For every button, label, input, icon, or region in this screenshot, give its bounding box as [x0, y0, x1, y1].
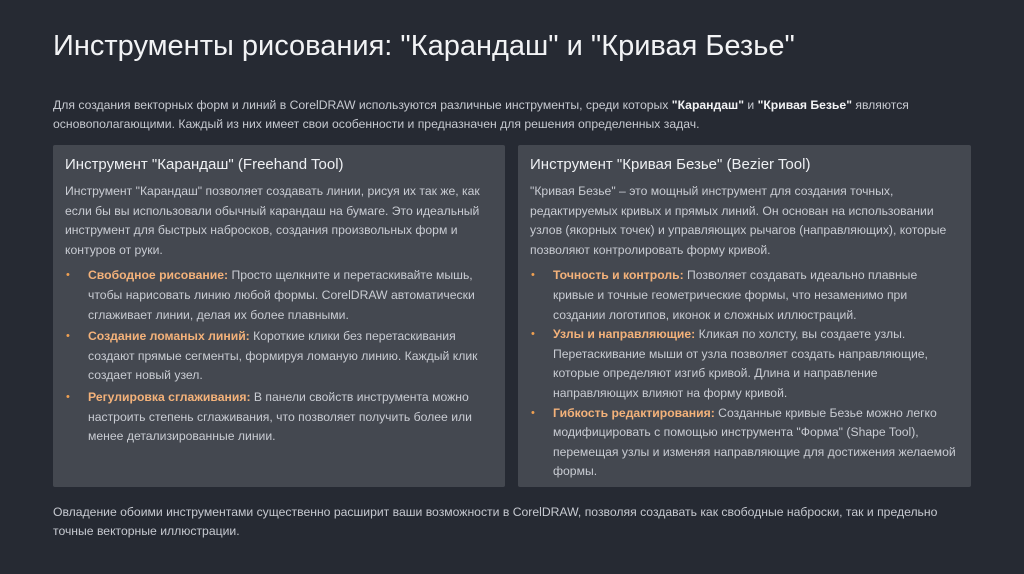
- bullet-icon: •: [531, 269, 535, 282]
- item-label: Свободное рисование:: [88, 268, 229, 283]
- item-label: Регулировка сглаживания:: [88, 389, 251, 404]
- feature-list: [530, 266, 959, 482]
- intro-bold-bezier: "Кривая Безье": [757, 98, 852, 112]
- outro-paragraph: Овладение обоими инструментами существенно расширит ваши возможности в CorelDRAW, позволяя создавать как свободные наброски, так и предельно точные векторные иллюстрации.: [53, 505, 938, 538]
- item-label: Точность и контроль:: [553, 268, 684, 283]
- bullet-icon: •: [531, 328, 535, 341]
- intro-text-3: являются основополагающими. Каждый из них имеет свои особенности и предназначен для решения определенных задач.: [53, 98, 909, 131]
- item-text: Позволяет создавать идеально плавные кривые и точные геометрические формы, что незаменимо при создании логотипов, иконок и сложных иллюстраций.: [553, 268, 918, 322]
- bullet-icon: •: [531, 406, 535, 419]
- bullet-icon: •: [66, 330, 70, 343]
- item-text: Просто щелкните и перетаскивайте мышь, чтобы нарисовать линию любой формы. CorelDRAW автоматически сглаживает линии, делая их более плавными.: [88, 268, 475, 322]
- item-text: Созданные кривые Безье можно легко модифицировать с помощью инструмента "Форма" (Shape Tool), перемещая узлы и изменяя направляющие для достижения желаемой формы.: [553, 405, 956, 479]
- bullet-icon: •: [66, 269, 70, 282]
- list-item: [530, 266, 959, 325]
- page-title: Инструменты рисования: "Карандаш" и "Кривая Безье": [53, 30, 795, 62]
- intro-bold-pencil: "Карандаш": [671, 98, 744, 112]
- intro-text-1: Для создания векторных форм и линий в CorelDRAW используются различные инструменты, среди которых: [53, 98, 672, 112]
- list-item: [65, 266, 493, 325]
- card-description: "Кривая Безье" – это мощный инструмент для создания точных, редактируемых кривых и прямых линий. Он основан на использовании узлов (якорных точек) и управляющих рычагов (направляющих), которые позволяют контролировать форму кривой.: [530, 184, 947, 257]
- card-title: Инструмент "Карандаш" (Freehand Tool): [65, 156, 344, 173]
- feature-list: [65, 266, 493, 446]
- item-text: Кликая по холсту, вы создаете узлы. Перетаскивание мыши от узла позволяет создать направляющие, которые определяют изгиб кривой. Длина и направление направляющих влияют на форму кривой.: [553, 327, 928, 400]
- list-item: [65, 388, 493, 447]
- card-bezier-tool: [518, 145, 971, 487]
- intro-paragraph: [53, 96, 953, 134]
- bullet-icon: •: [66, 390, 70, 403]
- card-title: Инструмент "Кривая Безье" (Bezier Tool): [530, 156, 811, 173]
- intro-text-2: и: [743, 98, 758, 112]
- card-description: Инструмент "Карандаш" позволяет создавать линии, рисуя их так же, как если бы вы использовали обычный карандаш на бумаге. Это идеальный инструмент для быстрых набросков, создания произвольных форм и контуров от руки.: [65, 184, 480, 257]
- item-label: Узлы и направляющие:: [553, 327, 696, 342]
- list-item: [65, 327, 493, 386]
- card-freehand-tool: [53, 145, 505, 487]
- item-label: Гибкость редактирования:: [553, 405, 715, 420]
- item-label: Создание ломаных линий:: [88, 329, 250, 344]
- item-text: Короткие клики без перетаскивания создают прямые сегменты, формируя ломаную линию. Каждый клик создает новый узел.: [88, 329, 478, 383]
- list-item: [530, 404, 959, 482]
- list-item: [530, 325, 959, 403]
- item-text: В панели свойств инструмента можно настроить степень сглаживания, что позволяет получить более или менее детализированные линии.: [88, 389, 472, 444]
